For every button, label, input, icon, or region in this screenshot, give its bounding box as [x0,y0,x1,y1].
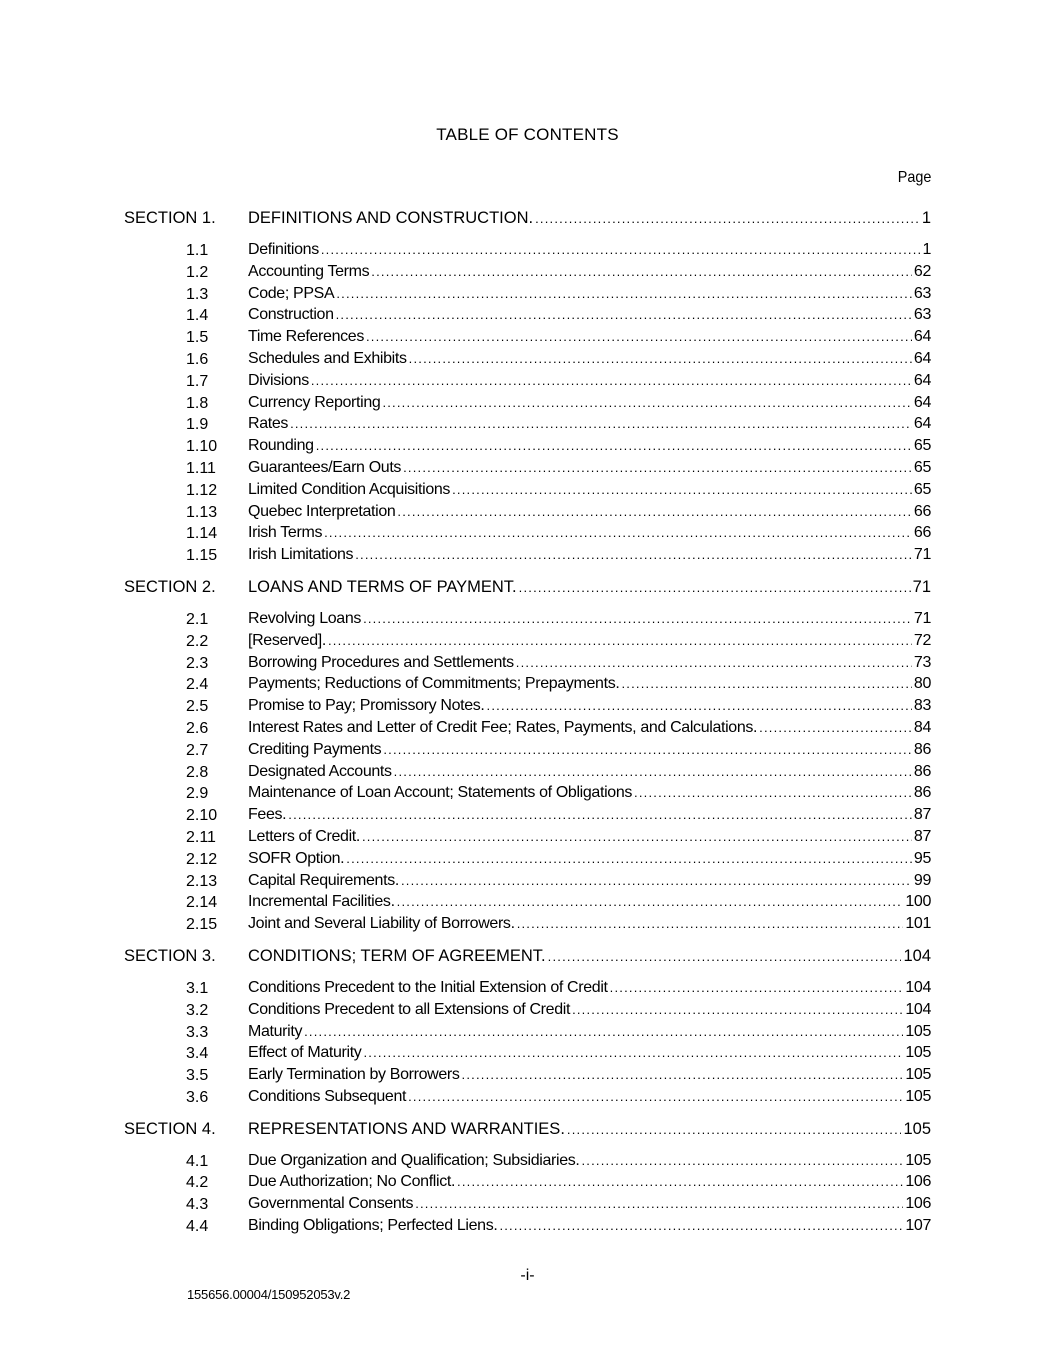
toc-entry-line [248,546,931,564]
toc-entry[interactable] [0,631,1055,653]
toc-entry[interactable] [0,1216,1055,1238]
toc-entry-number: 1.15 [186,547,218,565]
toc-entry-page: 86 [913,762,931,780]
dot-leader [415,1196,903,1211]
toc-entry-page: 64 [913,371,931,389]
toc-entry-number: 4.3 [186,1196,209,1214]
toc-entry-line [248,350,931,368]
toc-entry-title: Revolving Loans [248,609,362,627]
toc-entry[interactable] [0,480,1055,502]
section-heading[interactable] [0,946,1055,968]
toc-entry-line [248,632,931,650]
toc-entry-line [248,394,931,412]
toc-entry[interactable] [0,1000,1055,1022]
toc-entry-page: 104 [905,978,931,996]
toc-entry-number: 2.14 [186,894,218,912]
toc-entry-line [248,1195,931,1213]
section-entries [0,978,1055,1109]
toc-entry-number: 2.15 [186,916,218,934]
toc-entry-title: Designated Accounts [248,762,392,780]
toc-entry-title: Governmental Consents [248,1195,414,1213]
toc-entry-number: 1.3 [186,285,209,303]
dot-leader [397,894,904,909]
dot-leader [535,211,920,226]
toc-entry[interactable] [0,674,1055,696]
toc-entry-number: 1.4 [186,307,209,325]
toc-entry-page: 64 [913,415,931,433]
toc-entry-title: Currency Reporting [248,393,381,411]
section-heading-line [248,578,931,597]
toc-entry-line [248,850,931,868]
toc-entry-page: 107 [905,1217,931,1235]
section-heading[interactable] [0,577,1055,599]
toc-entry-number: 1.13 [186,503,218,521]
section-entries [0,1151,1055,1238]
toc-entry-title: Quebec Interpretation [248,502,396,520]
page-column-label: Page [897,169,931,186]
toc-entry[interactable] [0,740,1055,762]
section-heading-title: CONDITIONS; TERM OF AGREEMENT. [248,946,546,965]
toc-entry-page: 64 [913,349,931,367]
toc-entry-line [248,610,931,628]
toc-entry-title: Divisions [248,371,309,389]
dot-leader [362,829,912,844]
toc-entry[interactable] [0,284,1055,306]
dot-leader [363,611,912,626]
toc-entry-number: 3.6 [186,1088,209,1106]
section-heading-number: SECTION 1. [124,209,216,227]
toc-entry[interactable] [0,1172,1055,1194]
toc-entry-page: 105 [905,1066,931,1084]
toc-entry[interactable] [0,502,1055,524]
dot-leader [462,1067,904,1082]
toc-entry-line [248,415,931,433]
toc-entry-number: 2.3 [186,654,209,672]
toc-entry-number: 2.4 [186,676,209,694]
section-heading-page: 104 [903,946,931,965]
toc-entry-page: 73 [913,653,931,671]
toc-entry[interactable] [0,1043,1055,1065]
toc-entry-line [248,524,931,542]
toc-entry[interactable] [0,523,1055,545]
toc-entry-title: Accounting Terms [248,262,370,280]
toc-entry-page: 65 [913,480,931,498]
toc-entry-title: Construction [248,306,334,324]
dot-leader [394,764,912,779]
toc-entry-title: Schedules and Exhibits [248,349,407,367]
toc-entry[interactable] [0,1151,1055,1173]
toc-entry-line [248,372,931,390]
toc-entry-title: SOFR Option. [248,849,345,867]
toc-entry-number: 2.13 [186,872,218,890]
dot-leader [311,373,912,388]
toc-entry[interactable] [0,783,1055,805]
dot-leader [346,851,912,866]
toc-entry[interactable] [0,914,1055,936]
toc-entry-line [248,741,931,759]
toc-entry-page: 66 [913,524,931,542]
toc-entry-number: 2.2 [186,632,209,650]
toc-entry-number: 1.11 [186,459,216,477]
toc-entry-number: 3.3 [186,1023,209,1041]
dot-leader [759,720,912,735]
toc-entry[interactable] [0,393,1055,415]
toc-entry-number: 1.7 [186,372,209,390]
toc-entry-page: 64 [913,328,931,346]
toc-entry-title: Effect of Maturity [248,1044,362,1062]
toc-entry-title: Capital Requirements. [248,871,399,889]
toc-entry-page: 65 [913,458,931,476]
dot-leader [371,264,912,279]
section-heading-number: SECTION 4. [124,1119,216,1138]
toc-entry-title: Maintenance of Loan Account; Statements of Obligations [248,784,633,802]
table-of-contents [0,208,1055,1238]
dot-leader [452,482,912,497]
toc-entry-page: 86 [913,784,931,802]
toc-entry-number: 1.5 [186,329,209,347]
section-heading-number: SECTION 2. [124,577,216,596]
dot-leader [621,676,911,691]
page-number: -i- [520,1267,535,1284]
toc-entry-title: Definitions [248,241,319,258]
toc-entry-page: 105 [905,1087,931,1105]
toc-entry-page: 71 [913,609,931,627]
dot-leader [519,580,911,595]
toc-entry-line [248,328,931,346]
dot-leader [499,1218,903,1233]
toc-entry-title: Crediting Payments [248,740,382,758]
toc-entry-number: 1.10 [186,438,218,456]
toc-entry-title: Borrowing Procedures and Settlements [248,653,514,671]
section-heading-page: 1 [921,209,931,227]
toc-entry[interactable] [0,414,1055,436]
toc-entry-line [248,1173,931,1191]
toc-entry-line [248,1088,931,1106]
toc-entry-title: Binding Obligations; Perfected Liens. [248,1217,498,1235]
toc-entry-number: 1.14 [186,525,218,543]
dot-leader [324,525,912,540]
toc-entry-number: 4.2 [186,1174,209,1192]
toc-entry[interactable] [0,978,1055,1000]
dot-leader [363,1045,903,1060]
toc-entry-number: 4.4 [186,1218,209,1236]
dot-leader [397,504,911,519]
toc-entry-title: Due Authorization; No Conflict. [248,1173,456,1191]
toc-entry-page: 105 [905,1022,931,1040]
toc-entry-number: 3.4 [186,1045,209,1063]
toc-entry[interactable] [0,805,1055,827]
toc-entry-title: Promise to Pay; Promissory Notes. [248,697,485,715]
dot-leader [321,242,921,257]
section-heading-line [248,947,931,966]
toc-entry-page: 62 [913,262,931,280]
toc-entry-line [248,1001,931,1019]
section-heading-title: REPRESENTATIONS AND WARRANTIES. [248,1119,565,1138]
toc-entry-line [248,675,931,693]
toc-entry-page: 84 [913,718,931,736]
dot-leader [634,785,912,800]
dot-leader [572,1002,903,1017]
toc-entry-number: 2.12 [186,850,218,868]
toc-entry[interactable] [0,849,1055,871]
toc-entry[interactable] [0,305,1055,327]
section-heading-page: 105 [903,1119,931,1138]
section-heading[interactable] [0,1119,1055,1141]
dot-leader [366,329,912,344]
toc-entry-number: 1.12 [186,481,218,499]
toc-entry-page: 63 [913,284,931,302]
toc-entry-number: 4.1 [186,1152,209,1170]
toc-entry[interactable] [0,349,1055,371]
dot-leader [408,1089,903,1104]
toc-entry-line [248,437,931,455]
toc-entry[interactable] [0,892,1055,914]
toc-entry[interactable] [0,718,1055,740]
toc-entry-title: Fees. [248,806,287,824]
toc-entry[interactable] [0,609,1055,631]
toc-entry-page: 101 [905,915,931,933]
toc-entry-title: Due Organization and Qualification; Subsidiaries. [248,1151,580,1169]
dot-leader [336,286,912,301]
toc-entry-page: 65 [913,437,931,455]
toc-entry-number: 2.8 [186,763,209,781]
dot-leader [487,698,912,713]
toc-entry-page: 64 [913,393,931,411]
toc-entry-title: Maturity [248,1022,303,1040]
toc-entry-line [248,1066,931,1084]
toc-entry-title: Interest Rates and Letter of Credit Fee; Rates, Payments, and Calculations. [248,718,758,736]
toc-entry-number: 2.7 [186,741,209,759]
toc-entry-line [248,306,931,324]
dot-leader [582,1153,904,1168]
toc-entry-page: 83 [913,697,931,715]
toc-entry[interactable] [0,1087,1055,1109]
toc-entry-line [248,241,931,259]
dot-leader [409,351,912,366]
toc-entry-line [248,263,931,281]
toc-entry-number: 1.1 [186,242,209,259]
toc-entry-line [248,1023,931,1041]
dot-leader [290,416,912,431]
toc-entry-line [248,481,931,499]
toc-entry-title: Letters of Credit. [248,827,360,845]
document-id: 155656.00004/150952053v.2 [187,1287,351,1302]
dot-leader [316,438,912,453]
toc-entry[interactable] [0,436,1055,458]
toc-entry-page: 100 [905,893,931,911]
toc-entry-page: 1 [922,241,931,258]
toc-entry-title: Irish Limitations [248,546,354,564]
toc-entry-title: Code; PPSA [248,284,335,302]
toc-entry-line [248,1217,931,1235]
toc-entry-title: Early Termination by Borrowers [248,1066,460,1084]
toc-entry-line [248,893,931,911]
toc-entry-title: Conditions Subsequent [248,1087,407,1105]
toc-entry[interactable] [0,545,1055,567]
toc-entry-number: 3.5 [186,1067,209,1085]
toc-entry-page: 86 [913,740,931,758]
dot-leader [403,460,912,475]
toc-entry[interactable] [0,871,1055,893]
toc-entry-number: 2.1 [186,610,209,628]
section-heading-title: LOANS AND TERMS OF PAYMENT. [248,577,517,596]
toc-entry[interactable] [0,1194,1055,1216]
toc-entry[interactable] [0,1022,1055,1044]
toc-entry-title: Irish Terms [248,524,323,542]
dot-leader [457,1174,903,1189]
toc-entry-number: 1.6 [186,350,209,368]
toc-entry-page: 66 [913,502,931,520]
dot-leader [610,980,904,995]
dot-leader [382,395,911,410]
toc-entry-page: 71 [913,546,931,564]
dot-leader [548,949,902,964]
section-heading-number: SECTION 3. [124,946,216,965]
toc-entry-page: 104 [905,1000,931,1018]
section-heading-line [248,209,931,228]
dot-leader [517,916,904,931]
toc-entry-page: 106 [905,1173,931,1191]
toc-entry-number: 3.2 [186,1001,209,1019]
document-title: TABLE OF CONTENTS [436,125,619,144]
toc-entry[interactable] [0,240,1055,262]
toc-entry-title: Conditions Precedent to the Initial Extension of Credit [248,978,608,996]
toc-entry-line [248,979,931,997]
toc-entry-title: Incremental Facilities. [248,893,395,911]
dot-leader [328,633,912,648]
toc-entry-number: 2.5 [186,698,209,716]
toc-entry-title: Guarantees/Earn Outs [248,458,402,476]
toc-entry-title: Time References [248,328,364,346]
toc-entry-line [248,1044,931,1062]
section-heading-page: 71 [912,577,931,596]
toc-entry[interactable] [0,653,1055,675]
toc-entry-line [248,697,931,715]
toc-entry-number: 2.10 [186,807,218,825]
toc-entry-line [248,872,931,890]
toc-entry-title: Rounding [248,437,314,455]
toc-entry-page: 87 [913,806,931,824]
toc-entry-line [248,915,931,933]
toc-entry-title: Limited Condition Acquisitions [248,480,451,498]
toc-entry[interactable] [0,696,1055,718]
toc-entry-title: Payments; Reductions of Commitments; Prepayments. [248,675,620,693]
toc-entry-number: 2.9 [186,785,209,803]
toc-entry-number: 3.1 [186,979,209,997]
toc-entry-page: 106 [905,1195,931,1213]
toc-entry-line [248,719,931,737]
toc-entry-line [248,459,931,477]
toc-entry-line [248,285,931,303]
toc-entry[interactable] [0,458,1055,480]
toc-entry[interactable] [0,762,1055,784]
toc-entry-number: 1.8 [186,394,209,412]
section-entries [0,240,1055,567]
toc-entry[interactable] [0,327,1055,349]
dot-leader [336,307,912,322]
toc-entry-page: 63 [913,306,931,324]
toc-entry[interactable] [0,371,1055,393]
toc-entry-line [248,1152,931,1170]
toc-entry-number: 2.6 [186,719,209,737]
toc-entry-number: 2.11 [186,828,216,846]
toc-entry-page: 72 [913,631,931,649]
toc-entry-title: Joint and Several Liability of Borrowers. [248,915,515,933]
toc-entry-title: [Reserved]. [248,631,326,649]
toc-entry-page: 99 [913,871,931,889]
section-heading-title: DEFINITIONS AND CONSTRUCTION. [248,209,534,227]
dot-leader [516,655,912,670]
toc-entry[interactable] [0,262,1055,284]
section-entries [0,609,1055,936]
section-heading[interactable] [0,208,1055,230]
dot-leader [401,873,912,888]
dot-leader [288,807,912,822]
toc-entry-line [248,763,931,781]
toc-entry-number: 1.9 [186,416,209,434]
toc-entry[interactable] [0,1065,1055,1087]
toc-entry-page: 105 [905,1044,931,1062]
toc-entry-page: 95 [913,849,931,867]
toc-entry-line [248,503,931,521]
toc-entry-title: Conditions Precedent to all Extensions of Credit [248,1000,571,1018]
dot-leader [355,547,912,562]
toc-entry-line [248,806,931,824]
section-heading-line [248,1120,931,1139]
toc-entry-line [248,828,931,846]
toc-entry-line [248,784,931,802]
toc-entry-page: 87 [913,827,931,845]
toc-entry-title: Rates [248,415,289,433]
toc-entry-page: 80 [913,675,931,693]
toc-entry-line [248,654,931,672]
toc-entry-page: 105 [905,1151,931,1169]
dot-leader [383,742,912,757]
dot-leader [567,1122,902,1137]
toc-entry-number: 1.2 [186,263,209,281]
toc-entry[interactable] [0,827,1055,849]
dot-leader [304,1024,903,1039]
